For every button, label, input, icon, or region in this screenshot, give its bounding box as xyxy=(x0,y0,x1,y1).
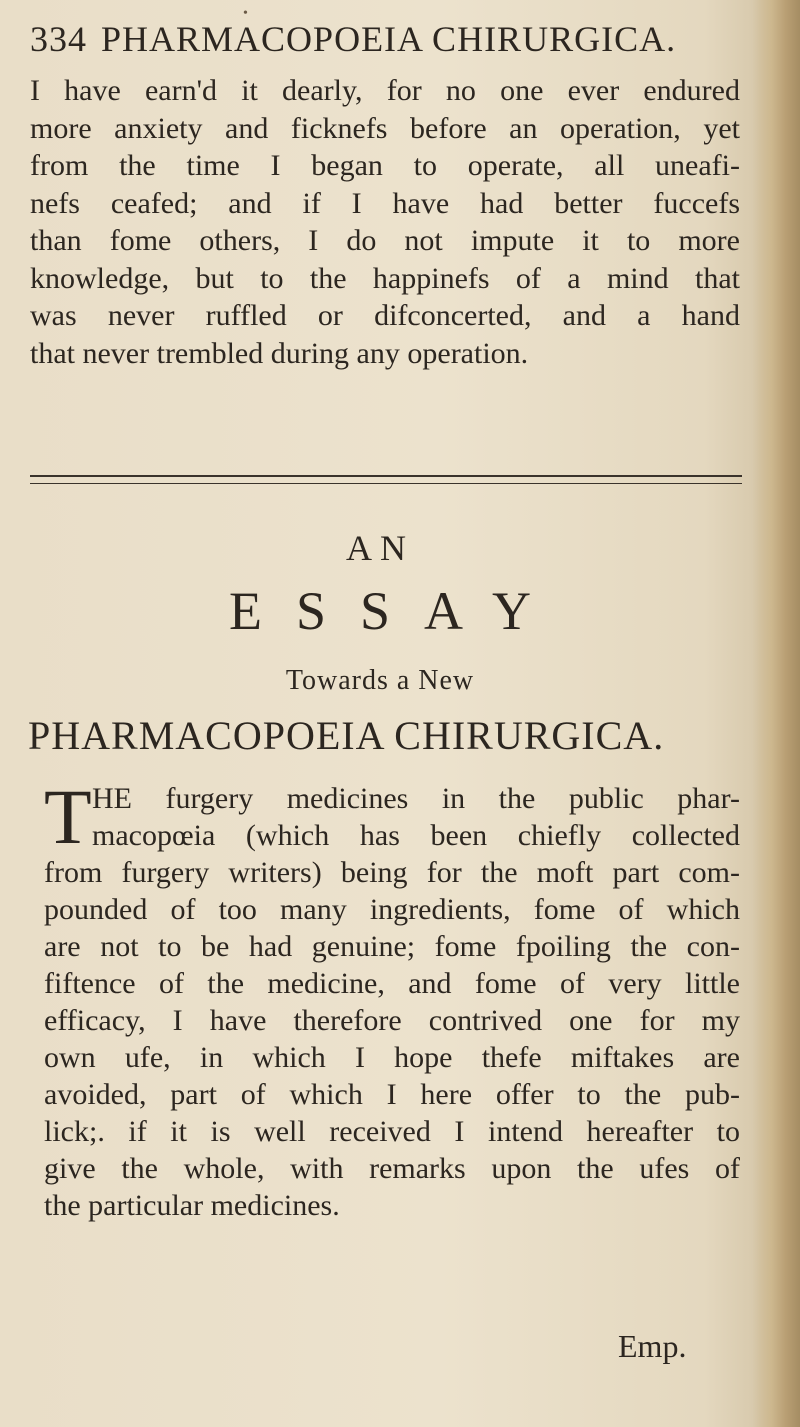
title-an: AN xyxy=(346,528,414,568)
drop-cap: T xyxy=(44,773,92,860)
text-line: the particular medicines. xyxy=(44,1189,340,1222)
essay-body xyxy=(44,773,740,1224)
text-line: avoided, part of which I here offer to the pub- xyxy=(44,1078,740,1111)
text-line: efficacy, I have therefore contrived one for my xyxy=(44,1004,740,1037)
text-line: from furgery writers) being for the moft part com- xyxy=(44,856,740,889)
text-line: from the time I began to operate, all uneafi- xyxy=(30,149,740,182)
text-line: than fome others, I do not impute it to more xyxy=(30,224,740,257)
text-line: more anxiety and ficknefs before an operation, yet xyxy=(30,111,740,145)
section-divider-rule xyxy=(30,475,742,484)
text-line: fiftence of the medicine, and fome of very little xyxy=(44,967,740,1000)
text-line: lick;. if it is well received I intend hereafter to xyxy=(44,1115,740,1148)
running-title: PHARMACOPOEIA CHIRURGICA. xyxy=(101,19,677,59)
text-line: knowledge, but to the happinefs of a mind that xyxy=(30,261,740,295)
text-line: own ufe, in which I hope thefe miftakes are xyxy=(44,1041,740,1074)
page-number: 334 xyxy=(30,19,87,59)
title-subtitle: PHARMACOPOEIA CHIRURGICA. xyxy=(28,713,665,758)
intro-paragraph xyxy=(30,72,740,372)
title-towards: Towards a New xyxy=(285,665,475,696)
text-line: are not to be had genuine; fome fpoiling the con- xyxy=(44,930,740,963)
text-line: HE furgery medicines in the public phar- xyxy=(92,782,740,815)
running-header xyxy=(30,18,730,60)
title-essay: ESSAY xyxy=(228,581,566,641)
text-line: I have earn'd it dearly, for no one ever endured xyxy=(30,74,740,107)
text-line: nefs ceafed; and if I have had better fuccefs xyxy=(30,186,740,220)
text-line: macopœia (which has been chiefly collected xyxy=(92,819,740,852)
text-line: pounded of too many ingredients, fome of which xyxy=(44,893,740,926)
ink-mark: • xyxy=(243,6,248,21)
catchword: Emp. xyxy=(618,1328,687,1364)
text-line: give the whole, with remarks upon the ufes of xyxy=(44,1152,740,1185)
text-line: that never trembled during any operation. xyxy=(30,336,529,370)
text-line: was never ruffled or difconcerted, and a hand xyxy=(30,299,740,332)
page-edge-shadow xyxy=(752,0,800,1427)
